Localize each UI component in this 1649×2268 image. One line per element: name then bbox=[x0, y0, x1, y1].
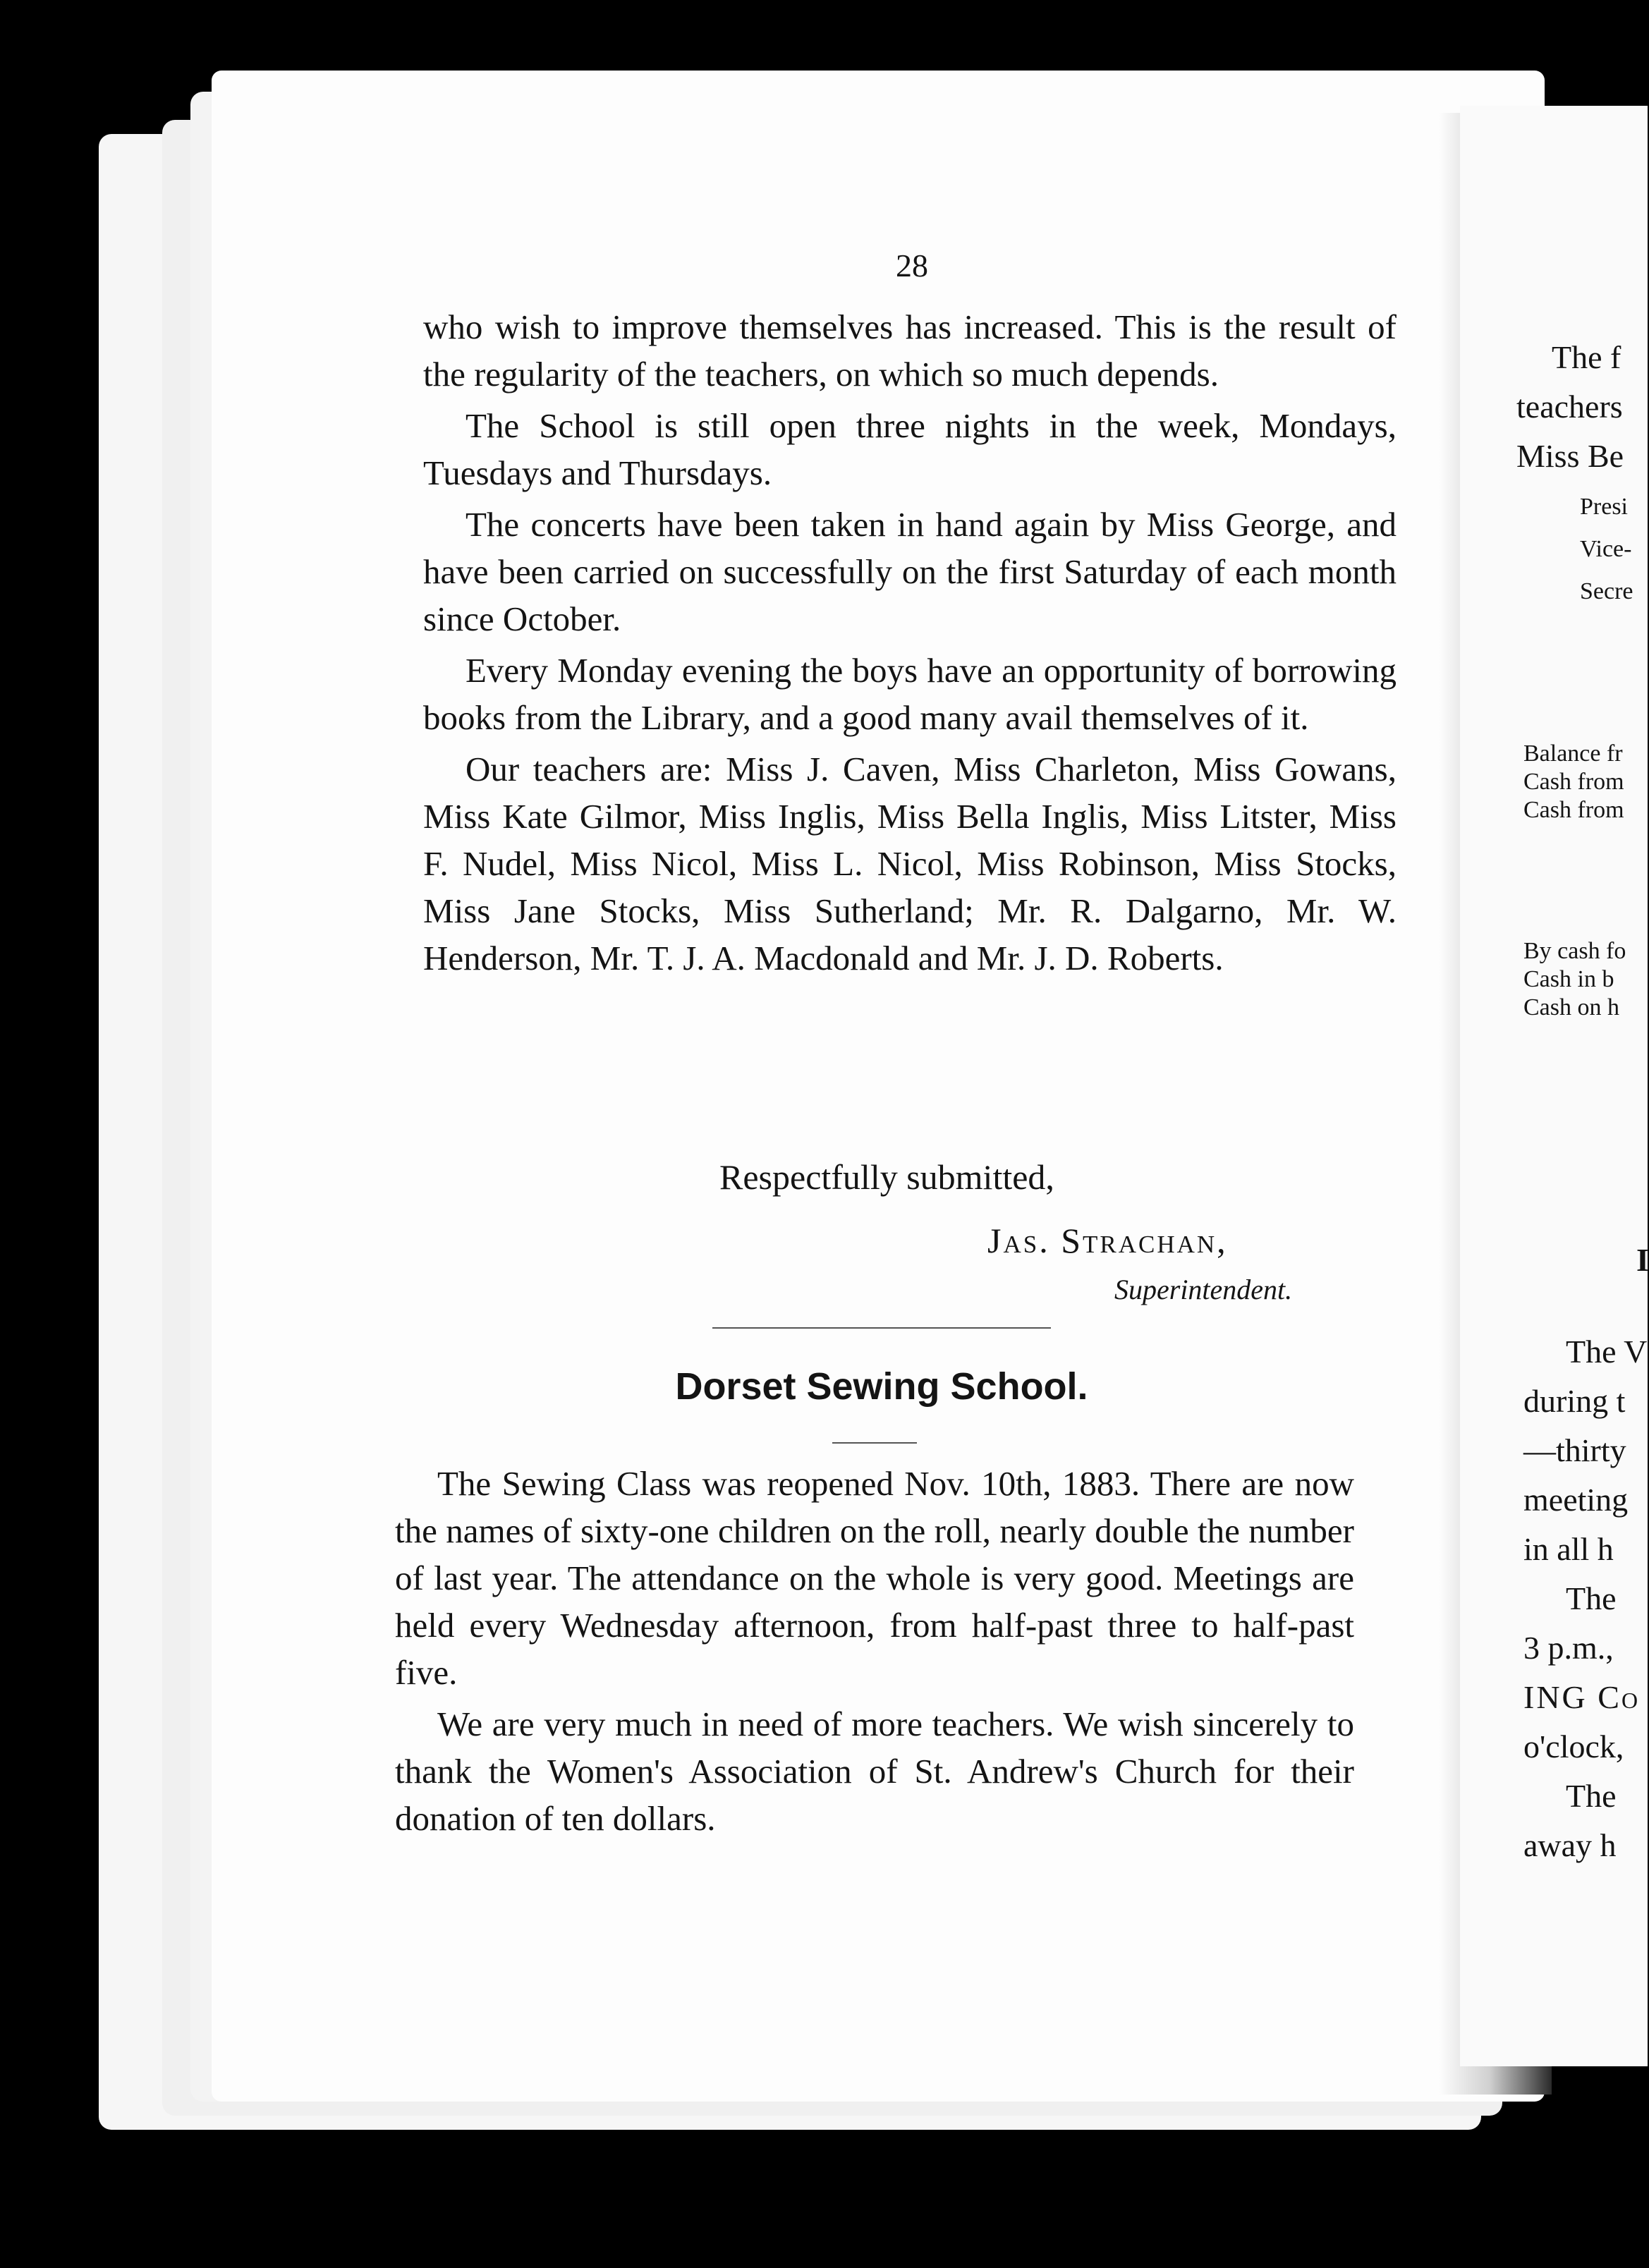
paragraph: The concerts have been taken in hand again by Miss George, and have been carried on successfully on the first Saturday of each month since October. bbox=[423, 505, 1397, 638]
facing-line: Cash in b bbox=[1523, 966, 1614, 992]
facing-page bbox=[1460, 106, 1648, 2066]
closing-line: Respectfully submitted, bbox=[719, 1157, 1054, 1197]
page-number: 28 bbox=[896, 248, 928, 284]
facing-line: o'clock, bbox=[1523, 1729, 1624, 1764]
facing-line: Balance fr bbox=[1523, 740, 1623, 767]
facing-line: —thirty bbox=[1523, 1432, 1626, 1468]
paragraph: who wish to improve themselves has increased. This is the result of the regularity of the teachers, on which so much depends. bbox=[423, 307, 1397, 394]
facing-line: ING Co bbox=[1523, 1679, 1641, 1715]
facing-line: Vice- bbox=[1580, 536, 1632, 562]
facing-line: Cash from bbox=[1523, 769, 1624, 795]
paragraph: The Sewing Class was reopened Nov. 10th, 1883. There are now the names of sixty-one children on the roll, nearly double the number of last year. The attendance on the whole is very good. Meetings are held every Wednesday afternoon, from half-past three to half-past five. bbox=[395, 1464, 1354, 1692]
paragraph: The School is still open three nights in the week, Mondays, Tuesdays and Thursdays. bbox=[423, 406, 1397, 492]
facing-line: Miss Be bbox=[1516, 438, 1624, 474]
facing-line: The bbox=[1566, 1580, 1617, 1616]
signatory-name: Jas. Strachan, bbox=[987, 1221, 1228, 1260]
facing-line: Cash on h bbox=[1523, 994, 1619, 1020]
section-heading: Dorset Sewing School. bbox=[675, 1365, 1088, 1408]
paragraph: Every Monday evening the boys have an opportunity of borrowing books from the Library, and a good many avail themselves of it. bbox=[423, 651, 1397, 737]
facing-line: during t bbox=[1523, 1383, 1626, 1419]
facing-heading: I bbox=[1636, 1242, 1649, 1278]
facing-line: meeting bbox=[1523, 1482, 1629, 1518]
facing-line: in all h bbox=[1523, 1531, 1614, 1567]
paragraph: We are very much in need of more teachers. We wish sincerely to thank the Women's Association of St. Andrew's Church for their donation of ten dollars. bbox=[395, 1705, 1354, 1838]
facing-line: Presi bbox=[1580, 494, 1628, 520]
facing-line: 3 p.m., bbox=[1523, 1630, 1614, 1666]
facing-line: teachers bbox=[1516, 389, 1623, 425]
facing-line: By cash fo bbox=[1523, 938, 1626, 964]
signatory-title: Superintendent. bbox=[1114, 1274, 1293, 1305]
facing-line: The f bbox=[1552, 339, 1621, 375]
facing-line: away h bbox=[1523, 1827, 1617, 1863]
section-body bbox=[395, 1460, 1354, 1846]
body-text bbox=[423, 303, 1397, 986]
section-divider bbox=[712, 1327, 1051, 1329]
facing-line: Cash from bbox=[1523, 797, 1624, 823]
paragraph: Our teachers are: Miss J. Caven, Miss Charleton, Miss Gowans, Miss Kate Gilmor, Miss Inglis, Miss Bella Inglis, Miss Litster, Miss F. Nudel, Miss Nicol, Miss L. Nicol, Miss Robinson, Miss Stocks, Miss Jane Stocks, Miss Sutherland; Mr. R. Dalgarno, Mr. W. Henderson, Mr. T. J. A. Macdonald and Mr. J. D. Roberts. bbox=[423, 750, 1397, 977]
facing-line: The V bbox=[1566, 1334, 1648, 1370]
heading-underline bbox=[832, 1442, 917, 1444]
facing-line: Secre bbox=[1580, 578, 1633, 604]
facing-line: The bbox=[1566, 1778, 1617, 1814]
